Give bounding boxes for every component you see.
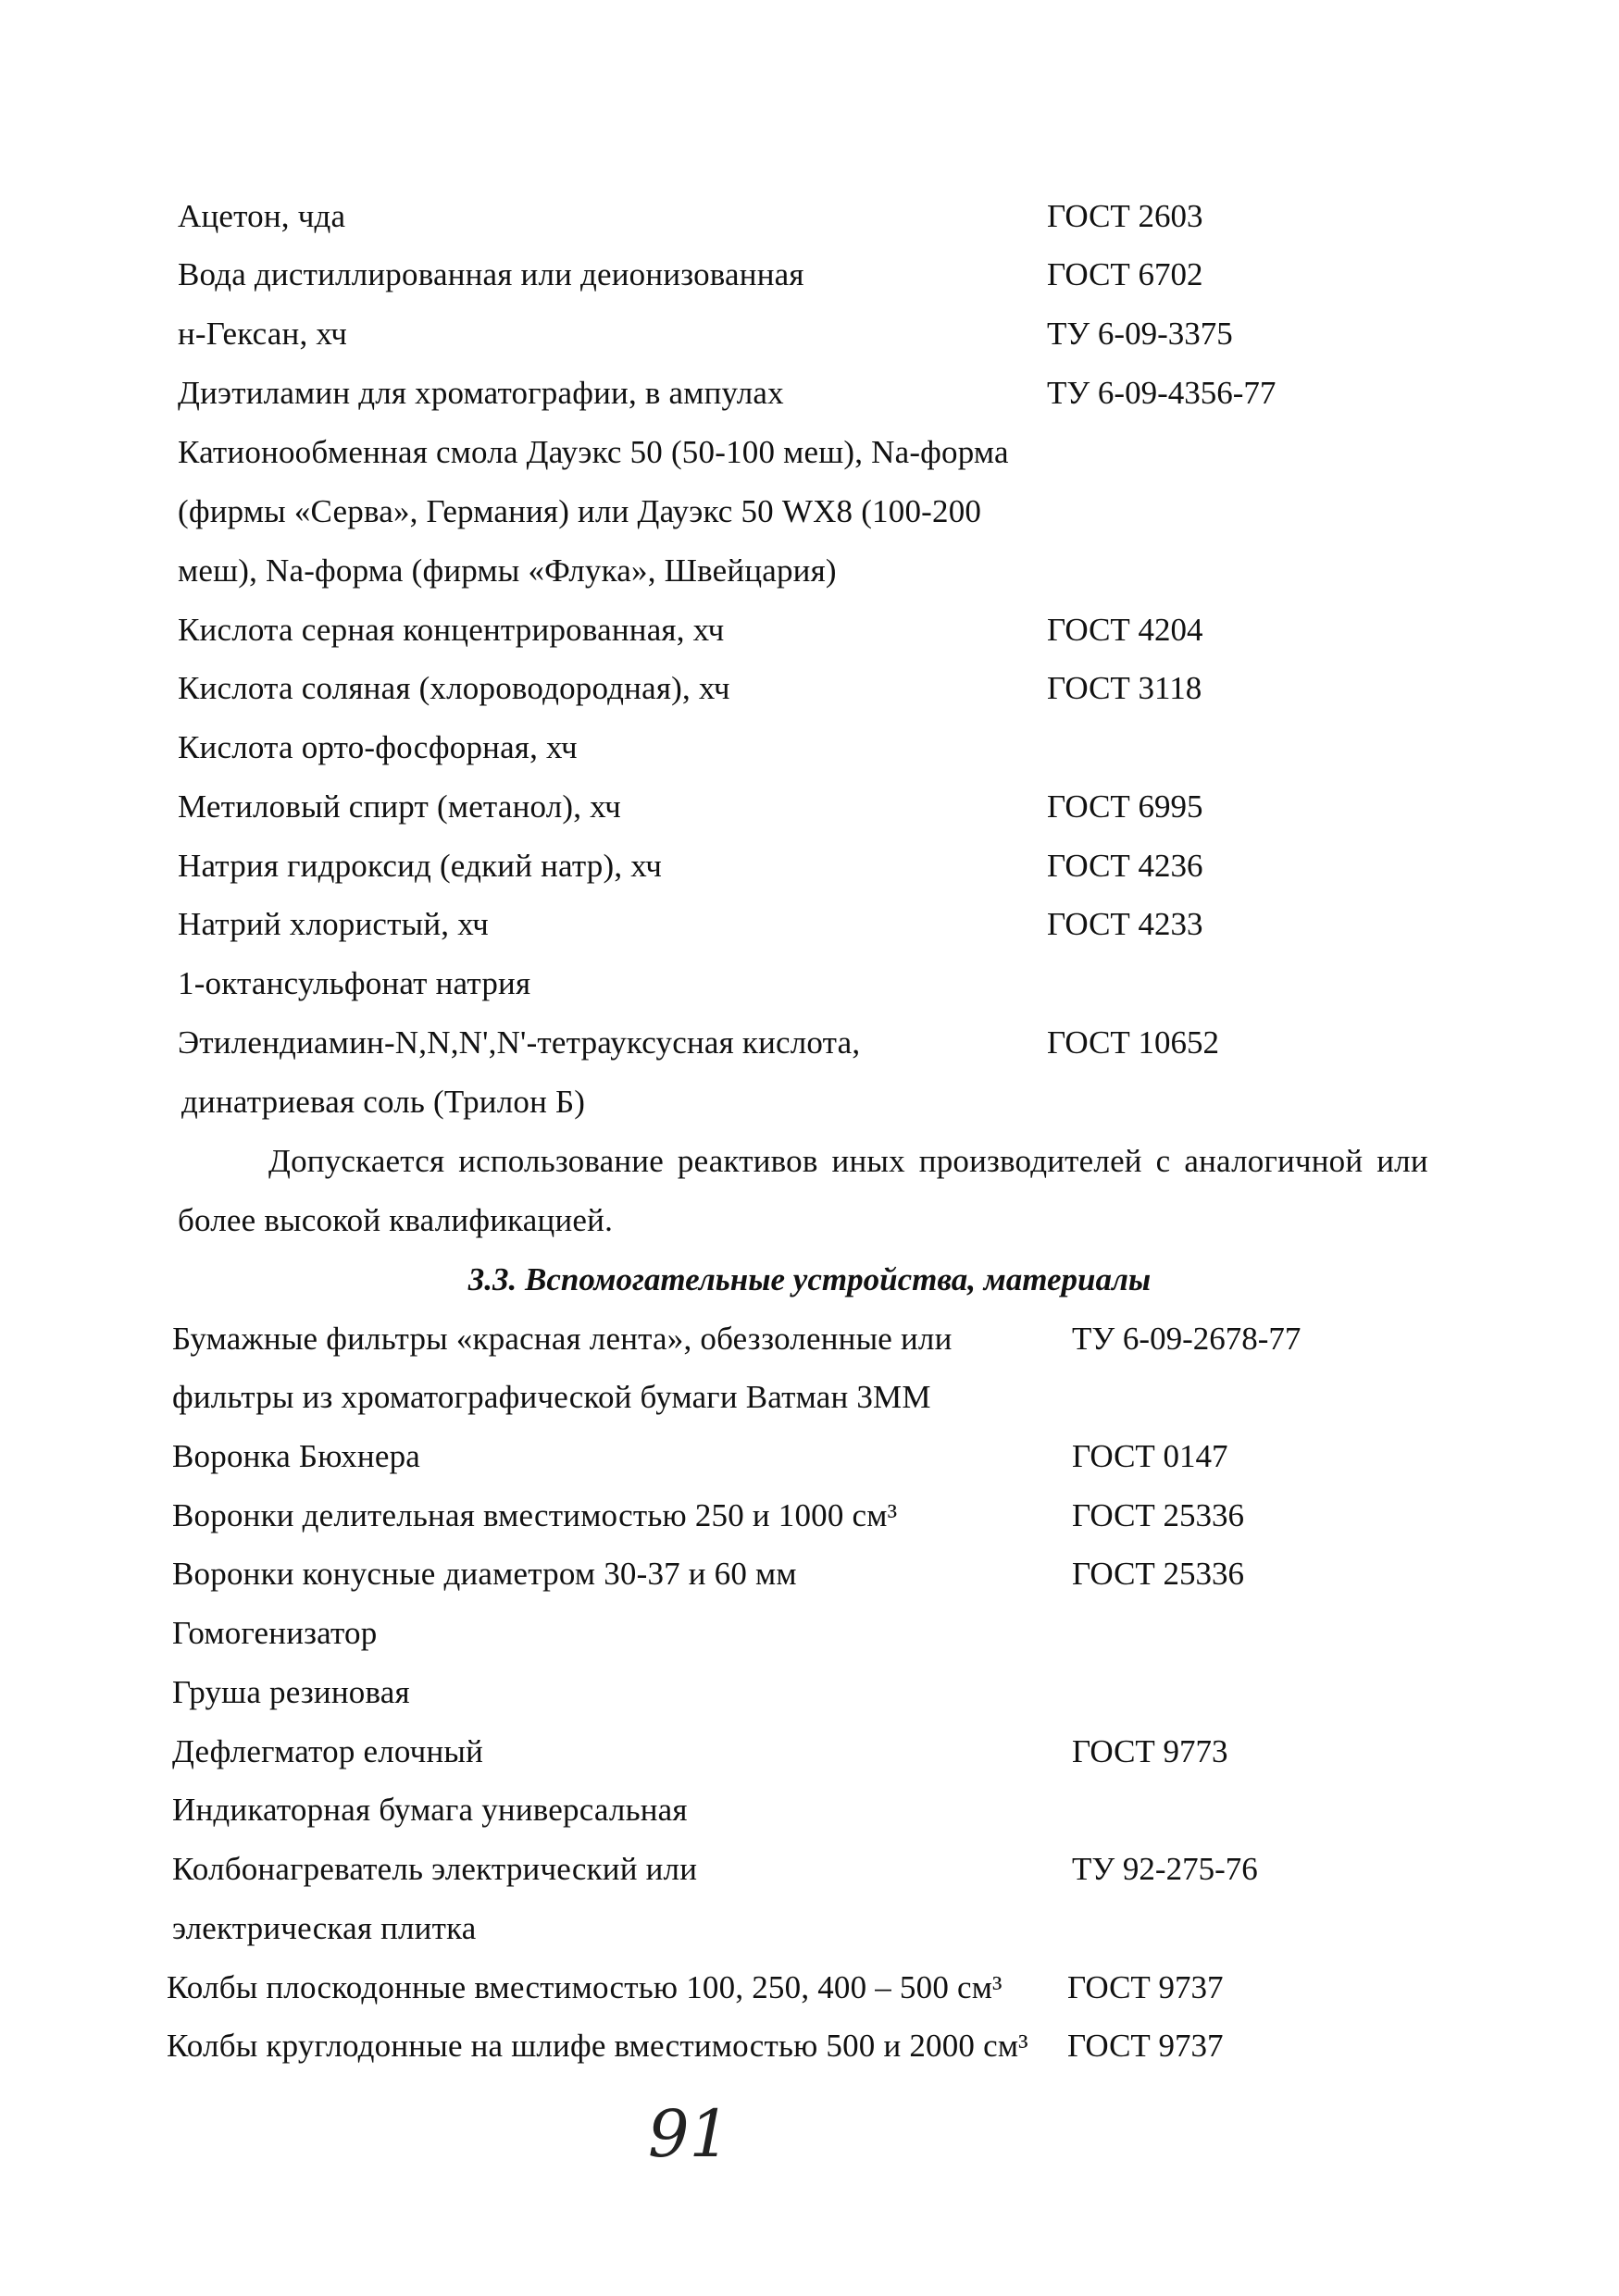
page-number: 91 bbox=[648, 2096, 731, 2172]
reagent-name: Кислота орто-фосфорная, хч bbox=[178, 729, 578, 765]
reagent-name: динатриевая соль (Трилон Б) bbox=[181, 1084, 586, 1120]
reagent-code: ГОСТ 6995 bbox=[1047, 788, 1203, 825]
reagent-code: ГОСТ 4204 bbox=[1047, 612, 1203, 648]
equipment-code: ГОСТ 25336 bbox=[1072, 1497, 1245, 1533]
reagent-name: 1-октансульфонат натрия bbox=[178, 965, 531, 1001]
note-line: более высокой квалификацией. bbox=[178, 1202, 614, 1238]
reagent-name: Натрий хлористый, хч bbox=[178, 906, 489, 942]
equipment-name: Колбы плоскодонные вместимостью 100, 250, 400 – 500 см³ bbox=[167, 1969, 1003, 2005]
equipment-code: ГОСТ 9737 bbox=[1067, 1969, 1224, 2005]
reagent-name: Натрия гидроксид (едкий натр), хч bbox=[178, 848, 663, 884]
reagent-name: Метиловый спирт (метанол), хч bbox=[178, 788, 621, 825]
equipment-name: Гомогенизатор bbox=[172, 1615, 378, 1651]
equipment-name: Груша резиновая bbox=[172, 1674, 410, 1710]
reagent-name: Этилендиамин-N,N,N',N'-тетрауксусная кислота, bbox=[178, 1024, 861, 1061]
reagent-code: ТУ 6-09-3375 bbox=[1047, 316, 1233, 352]
reagent-name: н-Гексан, хч bbox=[178, 316, 348, 352]
equipment-code: ГОСТ 9773 bbox=[1072, 1733, 1228, 1769]
equipment-code: ТУ 92-275-76 bbox=[1072, 1851, 1258, 1887]
reagent-name: (фирмы «Серва», Германия) или Дауэкс 50 WX8 (100-200 bbox=[178, 493, 982, 529]
equipment-name: электрическая плитка bbox=[172, 1910, 477, 1946]
equipment-code: ГОСТ 25336 bbox=[1072, 1556, 1245, 1592]
reagent-code: ТУ 6-09-4356-77 bbox=[1047, 375, 1277, 411]
reagent-name: Вода дистиллированная или деионизованная bbox=[178, 256, 804, 292]
equipment-name: Колбонагреватель электрический или bbox=[172, 1851, 698, 1887]
equipment-name: фильтры из хроматографической бумаги Ватман 3ММ bbox=[172, 1379, 931, 1415]
equipment-name: Бумажные фильтры «красная лента», обеззоленные или bbox=[172, 1321, 953, 1357]
equipment-name: Дефлегматор елочный bbox=[172, 1733, 484, 1769]
equipment-name: Индикаторная бумага универсальная bbox=[172, 1792, 688, 1828]
note-line: Допускается использование реактивов иных производителей с аналогичной или bbox=[268, 1143, 1428, 1179]
reagent-code: ГОСТ 10652 bbox=[1047, 1024, 1220, 1061]
reagent-name: Диэтиламин для хроматографии, в ампулах bbox=[178, 375, 784, 411]
reagent-code: ГОСТ 2603 bbox=[1047, 198, 1203, 234]
reagent-code: ГОСТ 6702 bbox=[1047, 256, 1203, 292]
reagent-code: ГОСТ 4236 bbox=[1047, 848, 1203, 884]
reagent-name: Кислота соляная (хлороводородная), хч bbox=[178, 670, 730, 706]
reagent-name: Ацетон, чда bbox=[178, 198, 346, 234]
equipment-name: Воронки конусные диаметром 30-37 и 60 мм bbox=[172, 1556, 797, 1592]
equipment-code: ГОСТ 9737 bbox=[1067, 2028, 1224, 2064]
reagent-name: меш), Na-форма (фирмы «Флука», Швейцария) bbox=[178, 552, 837, 589]
section-heading: 3.3. Вспомогательные устройства, материалы bbox=[467, 1261, 1152, 1297]
equipment-name: Колбы круглодонные на шлифе вместимостью 500 и 2000 см³ bbox=[167, 2028, 1028, 2064]
equipment-name: Воронки делительная вместимостью 250 и 1000 см³ bbox=[172, 1497, 898, 1533]
reagent-code: ГОСТ 3118 bbox=[1047, 670, 1202, 706]
equipment-name: Воронка Бюхнера bbox=[172, 1438, 421, 1474]
reagent-name: Кислота серная концентрированная, хч bbox=[178, 612, 725, 648]
equipment-code: ТУ 6-09-2678-77 bbox=[1072, 1321, 1301, 1357]
reagent-name: Катионообменная смола Дауэкс 50 (50-100 меш), Na-форма bbox=[178, 434, 1009, 470]
equipment-code: ГОСТ 0147 bbox=[1072, 1438, 1228, 1474]
reagent-code: ГОСТ 4233 bbox=[1047, 906, 1203, 942]
